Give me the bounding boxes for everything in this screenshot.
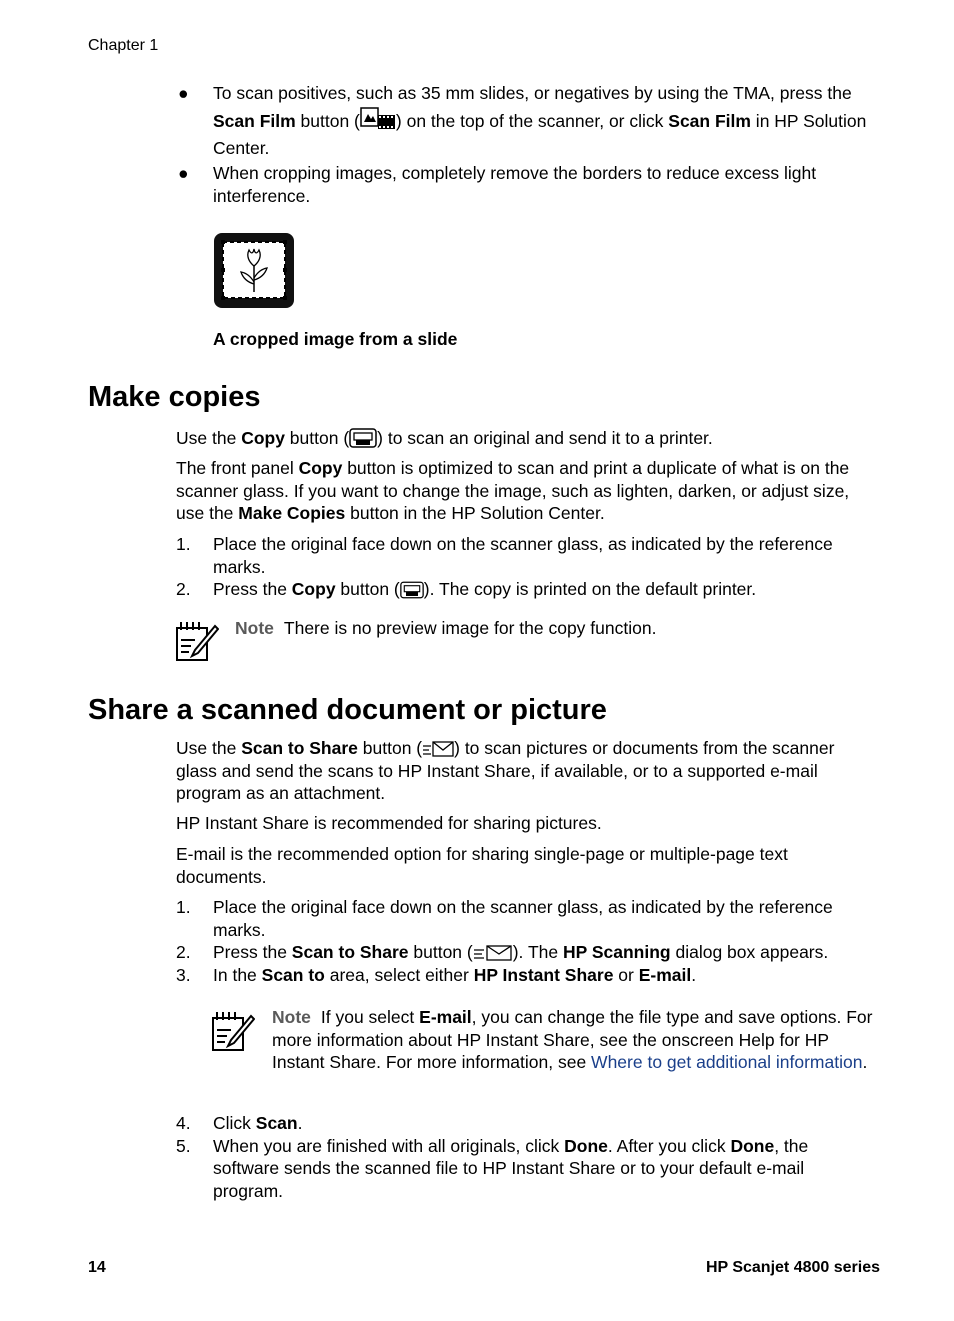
chapter-label: Chapter 1 [88,37,159,54]
section-heading-share: Share a scanned document or picture [88,694,607,726]
bullet-marker: ● [178,163,189,183]
list-item: 3. In the Scan to area, select either HP Instant Share or E-mail. [176,964,697,985]
bullet-marker: ● [178,83,189,103]
share-steps-list [176,896,876,986]
section-heading-make-copies: Make copies [88,381,261,413]
figure-caption: A cropped image from a slide [213,329,458,349]
note-icon [175,620,219,664]
list-item: 4. Click Scan. [176,1113,303,1133]
film-bullet-list [176,80,876,207]
where-to-get-info-link[interactable]: Where to get additional information [591,1052,863,1072]
copy-intro-paragraph: Use the Copy button ( ) to scan an original and send it to a printer. [176,428,713,448]
share-paragraph-3: E-mail is the recommended option for sharing single-page or multiple-page text documents. [176,844,788,887]
product-name: HP Scanjet 4800 series [705,1259,880,1276]
cropped-slide-image [213,232,295,309]
list-item: 1. Place the original face down on the scanner glass, as indicated by the reference marks. [176,534,833,577]
list-item: 2. Press the Copy button ( ). The copy is printed on the default printer. [176,579,757,599]
copy-icon [400,581,424,599]
list-item: ● When cropping images, completely remove the borders to reduce excess light interference. [178,163,817,206]
share-steps-list-continued [176,1112,876,1202]
list-item: 2. Press the Scan to Share button ( ). The HP Scanning dialog box appears. [176,942,829,962]
copy-steps-list [176,533,876,601]
list-item: ● To scan positives, such as 35 mm slides, or negatives by using the TMA, press the Scan Film button ( ) on the top of the scanner, or click Scan Film in HP Solution Center. [176,80,876,162]
scan-to-share-icon [473,944,513,962]
scan-to-share-icon [422,740,454,758]
share-intro-paragraph: Use the Scan to Share button ( ) to scan pictures or documents from the scanner glass and send the scans to HP Instant Share, if available, or to a supported e-mail program as an attachment. [176,738,835,803]
note-icon [211,1010,255,1054]
scan-film-icon [360,107,396,131]
copy-details-paragraph: The front panel Copy button is optimized to scan and print a duplicate of what is on the scanner glass. If you want to change the image, such as lighten, darken, or adjust size, use the Make Copies button in the HP Solution Center. [176,458,850,523]
share-note: Note If you select E-mail, you can change the file type and save options. For more information about HP Instant Share, see the onscreen Help for HP Instant Share. For more information, see Where to get additional information. [272,1007,873,1072]
list-item: 1. Place the original face down on the scanner glass, as indicated by the reference marks. [176,897,833,940]
copy-icon [349,428,377,448]
page-number: 14 [88,1259,106,1276]
list-item: 5. When you are finished with all originals, click Done. After you click Done, the software sends the scanned file to HP Instant Share or to your default e-mail program. [176,1135,809,1201]
copy-note: Note There is no preview image for the copy function. [235,618,657,638]
share-paragraph-2: HP Instant Share is recommended for sharing pictures. [176,813,602,833]
